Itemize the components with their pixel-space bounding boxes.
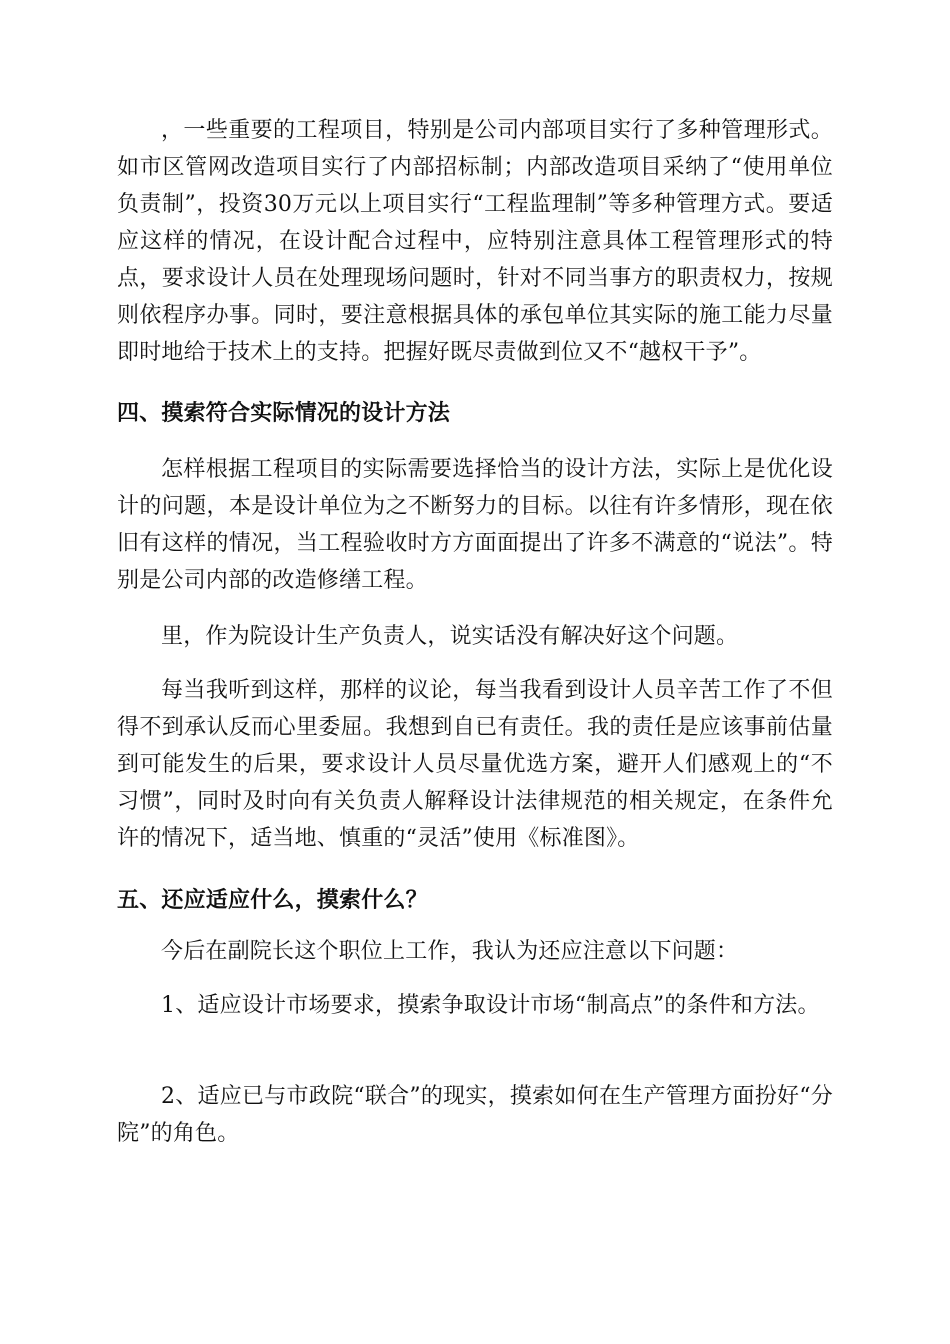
heading-section-4: 四、摸索符合实际情况的设计方法: [117, 401, 451, 426]
paragraph-future-work: 今后在副院长这个职位上工作，我认为还应注意以下问题：: [161, 939, 739, 964]
heading-section-5: 五、还应适应什么，摸索什么？: [117, 888, 428, 913]
list-item-2: 2、适应已与市政院“联合”的现实，摸索如何在生产管理方面扮好“分院”的角色。: [117, 1084, 833, 1146]
paragraph-design-methods: 怎样根据工程项目的实际需要选择恰当的设计方法，实际上是优化设计的问题，本是设计单位为之不断努力的目标。以往有许多情形，现在依旧有这样的情况，当工程验收时方方面面提出了许多不满意的“说法”。特别是公司内部的改造修缮工程。: [117, 457, 833, 593]
list-item-1: 1、适应设计市场要求，摸索争取设计市场“制高点”的条件和方法。: [161, 993, 820, 1018]
paragraph-management-forms: ，一些重要的工程项目，特别是公司内部项目实行了多种管理形式。如市区管网改造项目实行了内部招标制；内部改造项目采纳了“使用单位负责制”，投资30万元以上项目实行“工程监理制”等多种管理方式。要适应这样的情况，在设计配合过程中，应特别注意具体工程管理形式的特点，要求设计人员在处理现场问题时，针对不同当事方的职责权力，按规则依程序办事。同时，要注意根据具体的承包单位其实际的施工能力尽量即时地给于技术上的支持。把握好既尽责做到位又不“越权干予”。: [117, 118, 833, 365]
paragraph-reflection: 每当我听到这样，那样的议论，每当我看到设计人员辛苦工作了不但得不到承认反而心里委屈。我想到自已有责任。我的责任是应该事前估量到可能发生的后果，要求设计人员尽量优选方案，避开人们感观上的“不习惯”，同时及时向有关负责人解释设计法律规范的相关规定，在条件允许的情况下，适当地、慎重的“灵活”使用《标准图》。: [117, 678, 833, 851]
paragraph-responsibility-note: 里，作为院设计生产负责人，说实话没有解决好这个问题。: [161, 624, 739, 649]
